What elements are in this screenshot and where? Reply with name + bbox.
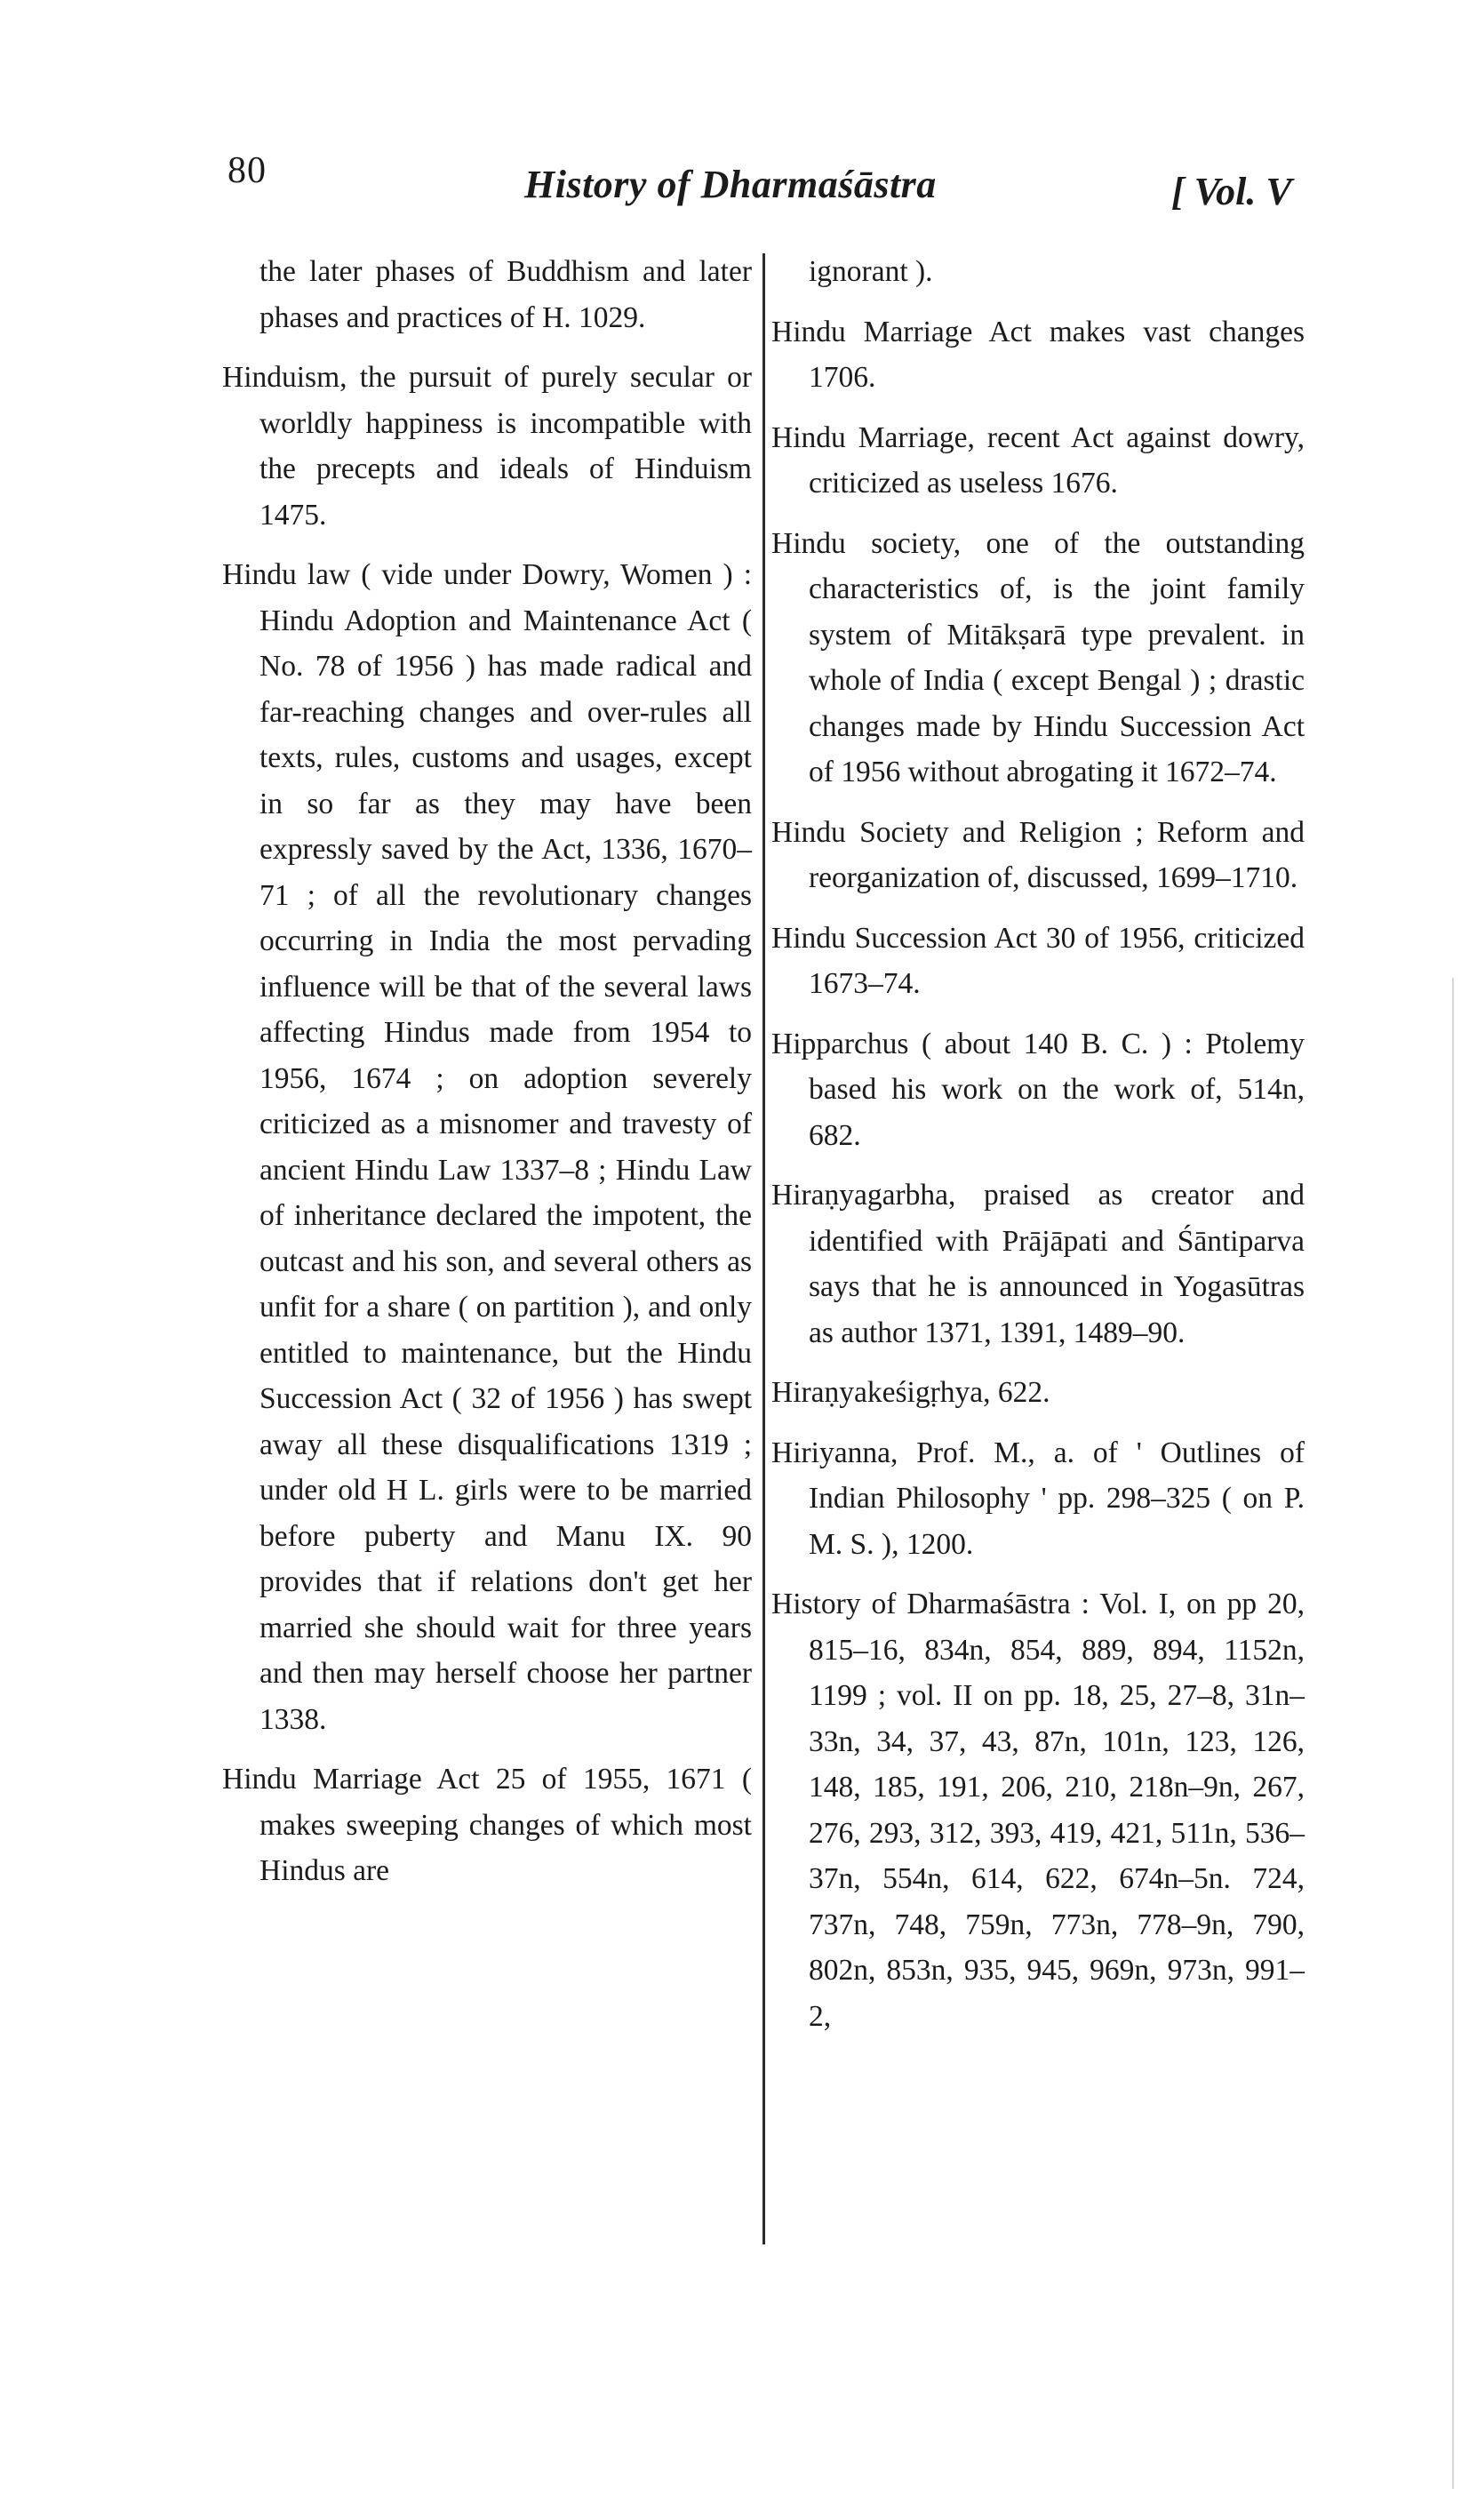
index-entry: Hindu Marriage Act 25 of 1955, 1671 ( makes sweeping changes of which most Hindus are [222, 1763, 752, 1887]
index-column-left [222, 249, 752, 1908]
page-number: 80 [228, 150, 267, 191]
index-entry: ignorant ). [809, 255, 933, 288]
index-entry: Hiraṇyakeśigṛhya, 622. [771, 1376, 1050, 1409]
index-entry: History of Dharmaśāstra : Vol. I, on pp 20, 815–16, 834n, 854, 889, 894, 1152n, 1199 ; vol. II on pp. 18, 25, 27–8, 31n–33n, 34, 37, 43, 87n, 101n, 123, 126, 148, 185, 191, 206, 210, 218n–9n, 267, 276, 293, 312, 393, 419, 421, 511n, 536–37n, 554n, 614, 622, 674n–5n. 724, 737n, 748, 759n, 773n, 778–9n, 790, 802n, 853n, 935, 945, 969n, 973n, 991–2, [771, 1588, 1305, 2033]
index-entry: Hindu society, one of the outstanding characteristics of, is the joint family system of Mitākṣarā type prevalent. in whole of India ( except Bengal ) ; drastic changes made by Hindu Succession Act of 1956 without abrogating it 1672–74. [771, 526, 1305, 788]
index-entry: Hindu Succession Act 30 of 1956, criticized 1673–74. [771, 921, 1305, 1000]
column-divider [762, 253, 765, 2244]
index-entry: Hiriyanna, Prof. M., a. of ' Outlines of Indian Philosophy ' pp. 298–325 ( on P. M. S. ), 1200. [771, 1436, 1305, 1561]
index-column-right [771, 249, 1305, 2053]
index-entry: Hindu Society and Religion ; Reform and reorganization of, discussed, 1699–1710. [771, 815, 1305, 894]
page-header [0, 149, 1469, 212]
index-entry: the later phases of Buddhism and later phases and practices of H. 1029. [259, 255, 752, 334]
index-entry: Hindu law ( vide under Dowry, Women ) : Hindu Adoption and Maintenance Act ( No. 78 of 1956 ) has made radical and far-reaching changes and over-rules all texts, rules, customs and usages, except in so far as they may have been expressly saved by the Act, 1336, 1670–71 ; of all the revolutionary changes occurring in India the most pervading influence will be that of the several laws affecting Hindus made from 1954 to 1956, 1674 ; on adoption severely criticized as a misnomer and travesty of ancient Hindu Law 1337–8 ; Hindu Law of inheritance declared the impotent, the outcast and his son, and several others as unfit for a share ( on partition ), and only entitled to maintenance, but the Hindu Succession Act ( 32 of 1956 ) has swept away all these disqualifications 1319 ; under old H L. girls were to be married before puberty and Manu IX. 90 provides that if relations don't get her married she should wait for three years and then may herself choose her partner 1338. [222, 558, 752, 1736]
scan-edge-line [1452, 978, 1454, 2489]
index-entry: Hiraṇyagarbha, praised as creator and identified with Prājāpati and Śāntiparva says that he is announced in Yogasūtras as author 1371, 1391, 1489–90. [771, 1179, 1305, 1349]
volume-label: [ Vol. V [1171, 170, 1292, 213]
index-entry: Hindu Marriage, recent Act against dowry, criticized as useless 1676. [771, 420, 1305, 500]
index-entry: Hipparchus ( about 140 B. C. ) : Ptolemy based his work on the work of, 514n, 682. [771, 1027, 1305, 1152]
index-entry: Hinduism, the pursuit of purely secular or worldly happiness is incompatible with the precepts and ideals of Hinduism 1475. [222, 361, 752, 532]
index-entry: Hindu Marriage Act makes vast changes 1706. [771, 315, 1305, 394]
running-title: History of Dharmaśāstra [524, 163, 937, 206]
